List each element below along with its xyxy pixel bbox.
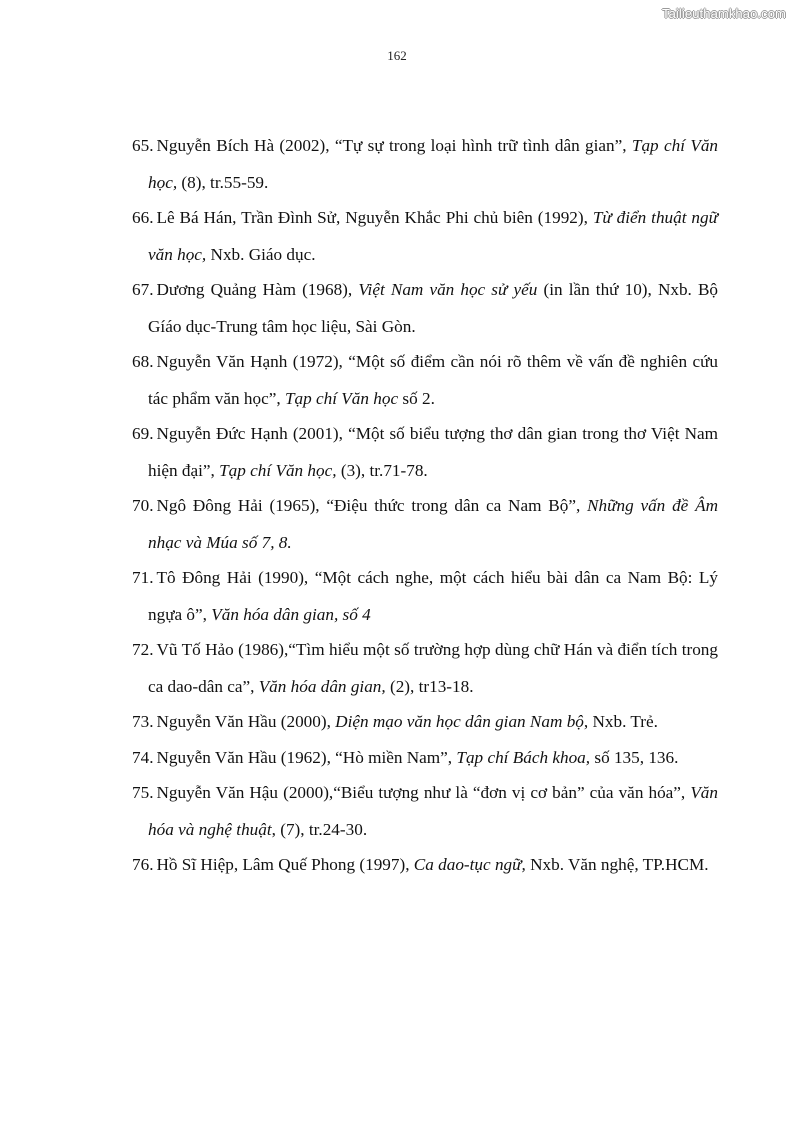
- reference-title: Ca dao-tục ngữ,: [413, 855, 526, 874]
- reference-text: (in lần thứ 10), Nxb. Bộ Gíáo dục-Trung tâm học liệu, Sài Gòn.: [148, 280, 719, 336]
- reference-item: [132, 272, 718, 345]
- reference-number: 76.: [132, 855, 154, 874]
- reference-title: Việt Nam văn học sử yếu: [358, 280, 538, 299]
- reference-title: Từ điển thuật ngữ văn học,: [148, 208, 718, 264]
- reference-text: (8), tr.55-59.: [177, 172, 269, 192]
- reference-text: Nguyễn Đức Hạnh (2001), “Một số biểu tượng thơ dân gian trong thơ Việt Nam hiện đại”,: [148, 424, 718, 480]
- reference-title: Văn hóa dân gian, số 4: [211, 604, 371, 624]
- reference-title: Tạp chí Văn học: [284, 388, 399, 408]
- reference-text: , Nxb. Trẻ.: [583, 712, 658, 731]
- reference-item: [132, 200, 718, 273]
- watermark: Tailieuthamkhao.com: [661, 6, 786, 21]
- reference-number: 72.: [132, 640, 154, 659]
- reference-text: Nguyễn Bích Hà (2002), “Tự sự trong loại hình trữ tình dân gian”,: [156, 136, 632, 155]
- reference-item: [132, 488, 718, 561]
- reference-text: Vũ Tố Hảo (1986),“Tìm hiểu một số trường hợp dùng chữ Hán và điển tích trong ca dao-dân ca”,: [148, 640, 718, 696]
- reference-text: , (7), tr.24-30.: [271, 819, 368, 839]
- reference-text: số 2.: [398, 388, 435, 408]
- reference-item: [132, 704, 718, 741]
- reference-text: Nguyễn Văn Hậu (2000),“Biểu tượng như là “đơn vị cơ bản” của văn hóa”,: [156, 783, 691, 802]
- reference-item: [132, 344, 718, 417]
- reference-item: [132, 847, 718, 884]
- reference-text: Hồ Sĩ Hiệp, Lâm Quế Phong (1997),: [156, 855, 414, 874]
- reference-text: Nxb. Văn nghệ, TP.HCM.: [525, 855, 709, 874]
- reference-title: Những vấn đề Âm nhạc và Múa số 7, 8.: [148, 496, 718, 552]
- reference-number: 74.: [132, 747, 154, 767]
- reference-text: Nguyễn Văn Hầu (2000),: [156, 712, 336, 731]
- reference-text: Tô Đông Hải (1990), “Một cách nghe, một cách hiểu bài dân ca Nam Bộ: Lý ngựa ô”,: [148, 568, 718, 624]
- reference-item: [132, 128, 718, 201]
- reference-title: Tạp chí Bách khoa,: [456, 747, 591, 767]
- reference-text: Nxb. Giáo dục.: [206, 244, 316, 264]
- reference-text: Lê Bá Hán, Trần Đình Sử, Nguyễn Khắc Phi chủ biên (1992),: [156, 208, 593, 227]
- reference-item: [132, 560, 718, 633]
- reference-number: 66.: [132, 208, 154, 227]
- reference-text: (2), tr13-18.: [385, 676, 474, 696]
- page-number: 162: [387, 48, 407, 63]
- reference-title: Văn hóa và nghệ thuật: [148, 783, 718, 839]
- reference-number: 73.: [132, 712, 154, 731]
- reference-list: [132, 128, 718, 883]
- reference-title: Diện mạo văn học dân gian Nam bộ: [335, 712, 584, 731]
- reference-text: số 135, 136.: [590, 747, 679, 767]
- reference-title: Tạp chí Văn học,: [148, 136, 719, 192]
- reference-text: (3), tr.71-78.: [336, 460, 428, 480]
- reference-number: 67.: [132, 280, 154, 299]
- reference-title: Văn hóa dân gian,: [258, 676, 386, 696]
- reference-number: 70.: [132, 496, 154, 515]
- reference-text: Dương Quảng Hàm (1968),: [156, 280, 359, 299]
- reference-item: [132, 775, 718, 848]
- reference-text: Nguyễn Văn Hạnh (1972), “Một số điểm cần nói rõ thêm về vấn đề nghiên cứu tác phẩm văn học”,: [148, 352, 718, 408]
- reference-number: 65.: [132, 136, 154, 155]
- reference-title: Tạp chí Văn học,: [219, 460, 337, 480]
- reference-number: 68.: [132, 352, 154, 371]
- reference-number: 71.: [132, 568, 154, 587]
- reference-item: [132, 416, 718, 489]
- reference-number: 69.: [132, 424, 154, 443]
- reference-item: [132, 740, 718, 777]
- reference-number: 75.: [132, 783, 154, 802]
- reference-text: Ngô Đông Hải (1965), “Điệu thức trong dân ca Nam Bộ”,: [156, 496, 588, 515]
- reference-item: [132, 632, 718, 705]
- reference-text: Nguyễn Văn Hầu (1962), “Hò miền Nam”,: [156, 747, 457, 767]
